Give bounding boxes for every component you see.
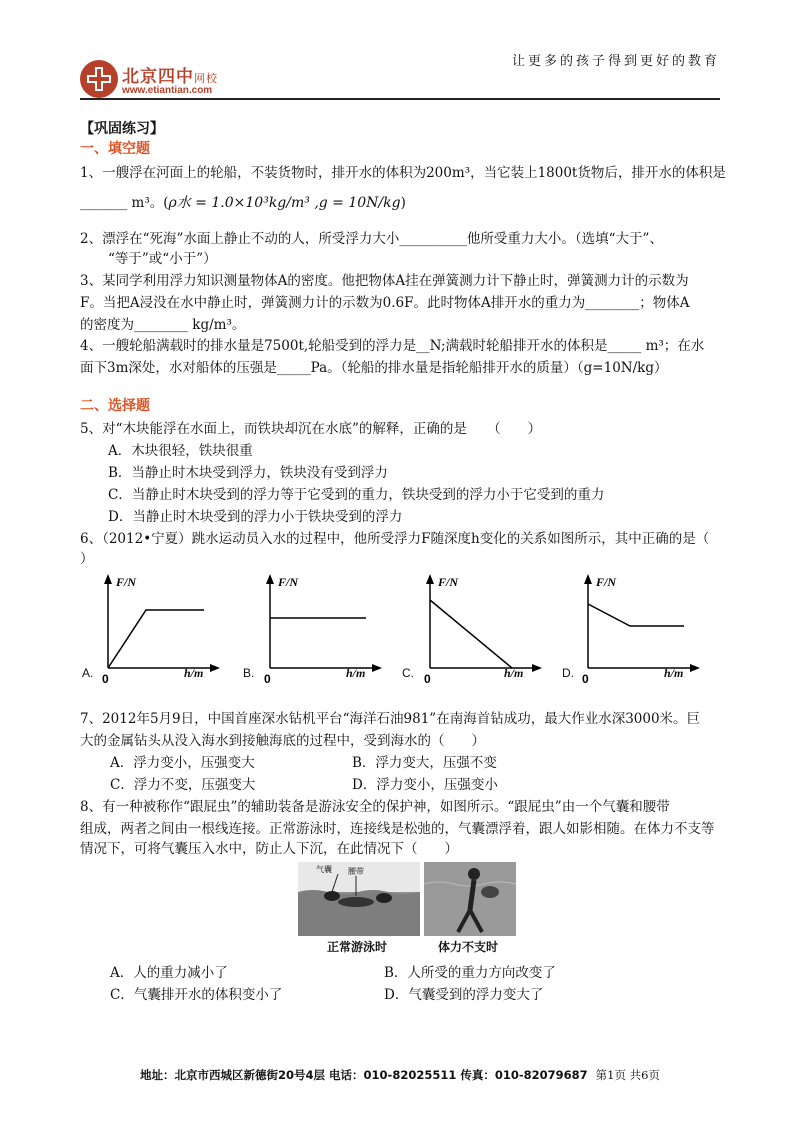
question-8-option-a: A．人的重力减小了 xyxy=(110,965,228,981)
graph-c-origin: 0 xyxy=(424,672,431,685)
question-3-line-1: 3、某同学利用浮力知识测量物体A的密度。他把物体A挂在弹簧测力计下静止时，弹簧测力计的示数为 xyxy=(80,273,689,289)
question-7-option-a: A．浮力变小，压强变大 xyxy=(110,755,255,771)
question-8-option-b: B．人所受的重力方向改变了 xyxy=(384,965,556,981)
question-4-line-2: 面下3m深处，水对船体的压强是_____Pa。（轮船的排水量是指轮船排开水的质量）（g=10N/kg） xyxy=(80,360,668,376)
graph-b xyxy=(262,570,392,685)
page-title: 【巩固练习】 xyxy=(80,121,164,137)
graph-d xyxy=(580,570,710,685)
graph-c-x-label: h/m xyxy=(504,666,524,680)
question-1-line-2: _______ m³。(ρ水 = 1.0×10³kg/m³ ,g = 10N/kg) xyxy=(80,195,406,211)
graph-c-letter: C. xyxy=(402,666,414,680)
question-2-line-2: “等于”或“小于”） xyxy=(108,251,217,267)
page-number: 第1页 共6页 xyxy=(595,1068,660,1082)
graph-d-letter: D. xyxy=(562,666,574,680)
caption-tired: 体力不支时 xyxy=(438,940,499,954)
question-5-option-a: A．木块很轻，铁块很重 xyxy=(108,443,253,459)
question-8-option-c: C．气囊排开水的体积变小了 xyxy=(110,987,283,1003)
logo-text: 北京四中 xyxy=(122,67,194,87)
swimming-tired-image xyxy=(424,862,516,936)
question-7-option-c: C．浮力不变，压强变大 xyxy=(110,777,256,793)
footer-contact: 地址：北京市西城区新德街20号4层 电话：010-82025511 传真：010-82079687 xyxy=(140,1068,588,1082)
question-6-line-1: 6、（2012•宁夏）跳水运动员入水的过程中，他所受浮力F随深度h变化的关系如图所示，其中正确的是（ xyxy=(80,531,710,547)
graph-d-y-label: F/N xyxy=(596,575,617,589)
question-2-line-1: 2、漂浮在“死海”水面上静止不动的人，所受浮力大小__________他所受重力大小。（选填“大于”、 xyxy=(80,231,663,247)
question-1-formula: ρ水 = 1.0×10³kg/m³ ,g = 10N/kg xyxy=(168,195,401,211)
question-4-line-1: 4、一艘轮船满载时的排水量是7500t,轮船受到的浮力是__N;满载时轮船排开水的体积是_____ m³；在水 xyxy=(80,338,705,354)
header-divider xyxy=(80,98,720,100)
logo-emblem-icon xyxy=(80,60,118,98)
graph-a-letter: A. xyxy=(82,666,94,680)
question-8-line-2: 组成，两者之间由一根线连接。正常游泳时，连接线是松弛的，气囊漂浮着，跟人如影相随。在体力不支等 xyxy=(80,821,715,837)
question-5-option-d: D．当静止时木块受到的浮力小于铁块受到的浮力 xyxy=(108,509,403,525)
airbag-label: 气囊 xyxy=(316,865,332,874)
section-fill-blank: 一、填空题 xyxy=(80,141,150,157)
graph-d-x-label: h/m xyxy=(664,666,684,680)
question-3-line-3: 的密度为________ kg/m³。 xyxy=(80,317,246,333)
graph-d-origin: 0 xyxy=(582,672,589,685)
section-multiple-choice: 二、选择题 xyxy=(80,398,150,414)
graph-b-letter: B. xyxy=(243,666,255,680)
graph-a-y-label: F/N xyxy=(116,575,137,589)
graph-a-x-label: h/m xyxy=(184,666,204,680)
caption-normal-swimming: 正常游泳时 xyxy=(327,940,388,954)
question-8-option-d: D．气囊受到的浮力变大了 xyxy=(384,987,544,1003)
question-7-line-1: 7、2012年5月9日，中国首座深水钻机平台“海洋石油981”在南海首钻成功，最大作业水深3000米。巨 xyxy=(80,711,701,727)
question-1-line-1: 1、一艘浮在河面上的轮船，不装货物时，排开水的体积为200m³，当它装上1800t货物后，排开水的体积是 xyxy=(80,165,726,181)
swimming-normal-image xyxy=(298,862,420,936)
graph-b-origin: 0 xyxy=(264,672,271,685)
question-7-line-2: 大的金属钻头从没入海水到接触海底的过程中，受到海水的（ ） xyxy=(80,733,485,749)
question-8-line-3: 情况下，可将气囊压入水中，防止人下沉，在此情况下（ ） xyxy=(80,841,458,857)
question-7-option-b: B．浮力变大，压强不变 xyxy=(352,755,497,771)
logo-sub-text: 网校 xyxy=(194,72,218,85)
question-3-line-2: F。当把A浸没在水中静止时，弹簧测力计的示数为0.6F。此时物体A排开水的重力为________；物体A xyxy=(80,295,690,311)
graph-c-y-label: F/N xyxy=(438,575,459,589)
logo-url: www.etiantian.com xyxy=(122,85,213,96)
question-5-option-c: C．当静止时木块受到的浮力等于它受到的重力，铁块受到的浮力小于它受到的重力 xyxy=(108,487,605,503)
graph-b-y-label: F/N xyxy=(278,575,299,589)
header-slogan: 让更多的孩子得到更好的教育 xyxy=(511,54,720,69)
graph-a xyxy=(100,570,230,685)
page-footer xyxy=(0,1067,800,1083)
question-6-line-2: ） xyxy=(80,551,94,567)
question-5: 5、对“木块能浮在水面上，而铁块却沉在水底”的解释，正确的是 （ ） xyxy=(80,421,542,437)
graph-c xyxy=(422,570,552,685)
belt-label: 腰带 xyxy=(348,867,364,876)
graph-b-x-label: h/m xyxy=(346,666,366,680)
question-5-option-b: B．当静止时木块受到浮力，铁块没有受到浮力 xyxy=(108,465,388,481)
question-8-line-1: 8、有一种被称作“跟屁虫”的辅助装备是游泳安全的保护神，如图所示。“跟屁虫”由一个气囊和腰带 xyxy=(80,799,670,815)
question-7-option-d: D．浮力变小，压强变小 xyxy=(352,777,498,793)
graph-a-origin: 0 xyxy=(102,672,109,685)
